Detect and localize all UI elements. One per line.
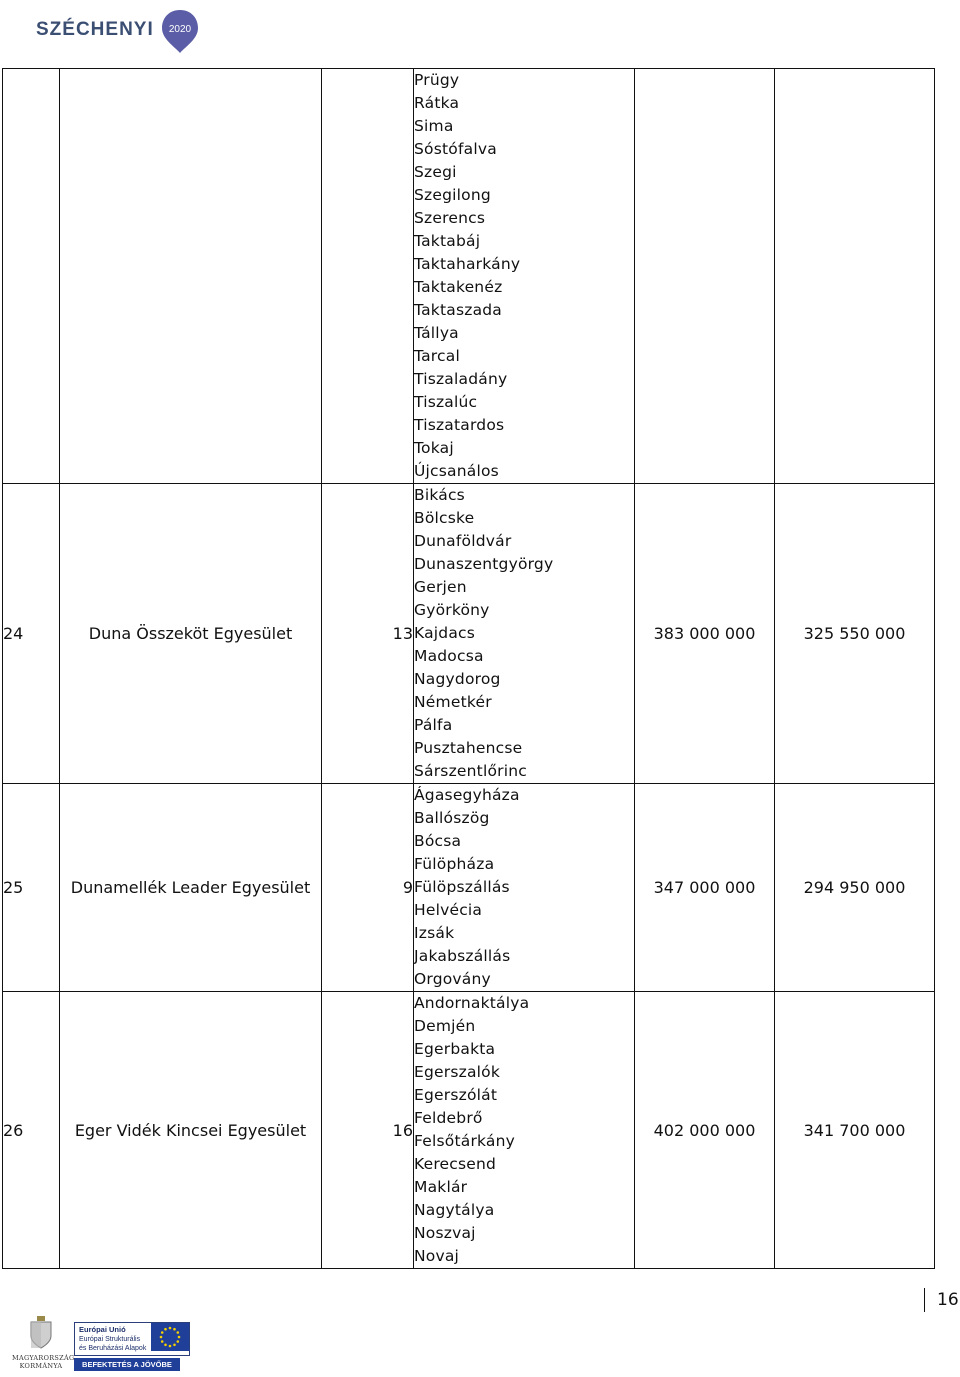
eu-line3: és Beruházási Alapok: [79, 1345, 147, 1352]
settlement-list: [414, 484, 635, 784]
settlement-item: Nagytálya: [414, 1201, 495, 1219]
eu-support-amount: 294 950 000: [775, 784, 935, 992]
settlement-item: Szegilong: [414, 186, 491, 204]
szechenyi-2020-logo: [36, 6, 200, 54]
group-number: [3, 69, 60, 484]
gov-caption-line2: KORMÁNYA: [19, 1362, 63, 1370]
settlement-item: Tiszalúc: [414, 393, 478, 411]
map-pin-icon: [160, 8, 200, 52]
group-number: 24: [3, 484, 60, 784]
eu-line2: Európai Strukturális: [79, 1336, 141, 1343]
eu-support-amount: [775, 69, 935, 484]
settlement-item: Sárszentlőrinc: [414, 762, 527, 780]
settlement-item: Andornaktálya: [414, 994, 530, 1012]
settlement-item: Izsák: [414, 924, 455, 942]
table-row: [3, 992, 935, 1269]
settlement-item: Tállya: [414, 324, 459, 342]
total-budget: 347 000 000: [635, 784, 775, 992]
settlement-list: [414, 69, 635, 484]
eu-star-icon: [161, 1340, 164, 1343]
settlement-item: Tiszaladány: [414, 370, 508, 388]
eu-star-icon: [160, 1336, 163, 1339]
settlement-item: Prügy: [414, 71, 460, 89]
gov-caption-line1: MAGYARORSZÁG: [12, 1354, 75, 1362]
settlement-item: Tiszatardos: [414, 416, 505, 434]
settlement-list: [414, 784, 635, 992]
settlement-item: Dunaföldvár: [414, 532, 512, 550]
lead-groups-table: [2, 68, 935, 1269]
eu-star-icon: [161, 1331, 164, 1334]
settlement-item: Szegi: [414, 163, 457, 181]
settlement-item: Rátka: [414, 94, 460, 112]
settlement-item: Gerjen: [414, 578, 467, 596]
settlement-item: Novaj: [414, 1247, 460, 1265]
settlement-list: [414, 992, 635, 1269]
settlement-item: Taktabáj: [414, 232, 481, 250]
settlement-count: [322, 69, 414, 484]
settlement-item: Pálfa: [414, 716, 453, 734]
eu-support-amount: 341 700 000: [775, 992, 935, 1269]
eu-funds-logo: [74, 1322, 190, 1371]
settlement-item: Nagydorog: [414, 670, 501, 688]
group-name: Eger Vidék Kincsei Egyesület: [60, 992, 322, 1269]
settlement-item: Orgovány: [414, 970, 491, 988]
settlement-item: Pusztahencse: [414, 739, 523, 757]
eu-support-amount: 325 550 000: [775, 484, 935, 784]
settlement-item: Bikács: [414, 486, 465, 504]
settlement-item: Újcsanálos: [414, 462, 499, 480]
group-name: Duna Összeköt Egyesület: [60, 484, 322, 784]
settlement-item: Kajdacs: [414, 624, 476, 642]
total-budget: 402 000 000: [635, 992, 775, 1269]
eu-banner: BEFEKTETÉS A JÖVŐBE: [74, 1358, 180, 1371]
total-budget: 383 000 000: [635, 484, 775, 784]
eu-star-icon: [173, 1328, 176, 1331]
settlement-item: Noszvaj: [414, 1224, 476, 1242]
settlement-item: Feldebrő: [414, 1109, 483, 1127]
group-number: 26: [3, 992, 60, 1269]
total-budget: [635, 69, 775, 484]
settlement-item: Györköny: [414, 601, 490, 619]
settlement-item: Taktaharkány: [414, 255, 521, 273]
group-number: 25: [3, 784, 60, 992]
settlement-item: Ballószög: [414, 809, 490, 827]
eu-star-icon: [178, 1336, 181, 1339]
settlement-item: Sóstófalva: [414, 140, 497, 158]
settlement-item: Demjén: [414, 1017, 476, 1035]
table-row: [3, 484, 935, 784]
eu-flag-icon: [151, 1323, 189, 1351]
logo-year: 2020: [168, 24, 191, 35]
eu-star-icon: [164, 1328, 167, 1331]
logo-text: SZÉCHENYI: [36, 19, 154, 40]
eu-line1: Európai Unió: [79, 1325, 126, 1334]
eu-star-icon: [173, 1343, 176, 1346]
settlement-item: Egerbakta: [414, 1040, 496, 1058]
settlement-item: Helvécia: [414, 901, 483, 919]
table-row: [3, 69, 935, 484]
eu-star-icon: [176, 1340, 179, 1343]
eu-star-icon: [169, 1327, 172, 1330]
settlement-item: Jakabszállás: [414, 947, 511, 965]
settlement-item: Dunaszentgyörgy: [414, 555, 554, 573]
eu-star-icon: [169, 1345, 172, 1348]
settlement-item: Szerencs: [414, 209, 486, 227]
settlement-item: Taktakenéz: [414, 278, 503, 296]
settlement-item: Tarcal: [414, 347, 460, 365]
settlement-item: Maklár: [414, 1178, 468, 1196]
settlement-item: Madocsa: [414, 647, 484, 665]
settlement-item: Tokaj: [414, 439, 454, 457]
settlement-count: 16: [322, 992, 414, 1269]
settlement-item: Németkér: [414, 693, 492, 711]
settlement-count: 9: [322, 784, 414, 992]
settlement-item: Ágasegyháza: [414, 786, 520, 804]
settlement-item: Fülöpháza: [414, 855, 495, 873]
page-number: 16: [924, 1288, 959, 1312]
settlement-item: Fülöpszállás: [414, 878, 510, 896]
settlement-item: Egerszalók: [414, 1063, 501, 1081]
group-name: [60, 69, 322, 484]
settlement-item: Taktaszada: [414, 301, 502, 319]
settlement-item: Egerszólát: [414, 1086, 498, 1104]
eu-star-icon: [164, 1343, 167, 1346]
settlement-item: Bócsa: [414, 832, 462, 850]
group-name: Dunamellék Leader Egyesület: [60, 784, 322, 992]
settlement-item: Felsőtárkány: [414, 1132, 516, 1150]
hungarian-government-logo: [12, 1316, 75, 1370]
eu-star-icon: [176, 1331, 179, 1334]
settlement-item: Bölcske: [414, 509, 475, 527]
settlement-item: Kerecsend: [414, 1155, 497, 1173]
footer-logos: [12, 1316, 190, 1371]
settlement-item: Sima: [414, 117, 454, 135]
settlement-count: 13: [322, 484, 414, 784]
coat-of-arms-icon: [26, 1316, 56, 1350]
table-row: [3, 784, 935, 992]
